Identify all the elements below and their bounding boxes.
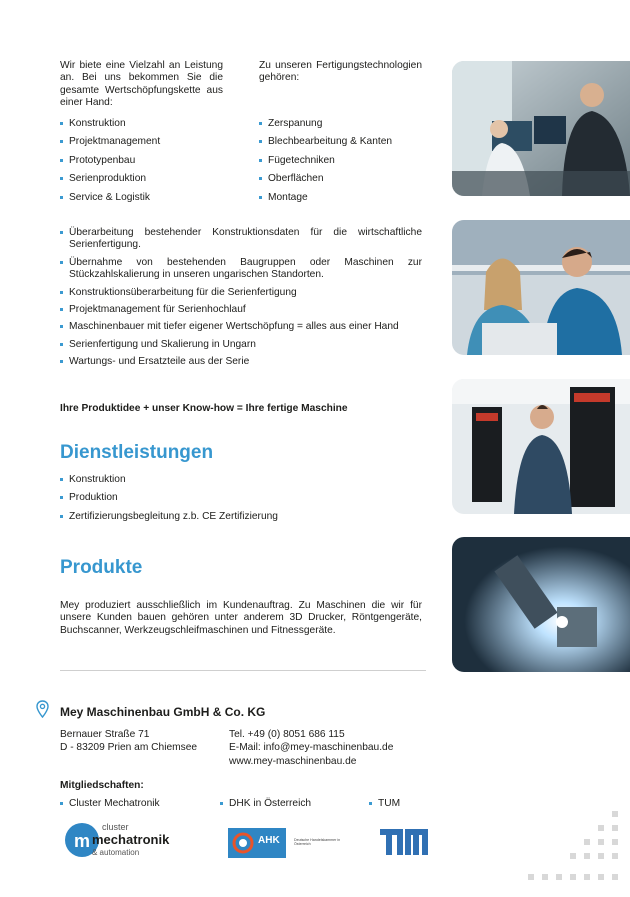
list-item: Konstruktion <box>60 118 235 130</box>
photo-welding <box>452 537 630 672</box>
address-city: D - 83209 Prien am Chiemsee <box>60 742 198 753</box>
list-item: Projektmanagement <box>60 136 235 148</box>
dienstleistungen-list <box>60 474 420 523</box>
list-item: Zerspanung <box>259 118 434 130</box>
produkte-heading: Produkte <box>60 557 143 578</box>
address-street: Bernauer Straße 71 <box>60 729 150 740</box>
divider <box>60 670 426 671</box>
svg-text:m: m <box>74 831 91 851</box>
membership-item-dhk <box>220 798 311 810</box>
phone: Tel. +49 (0) 8051 686 115 <box>229 729 345 740</box>
list-item: Maschinenbauer mit tiefer eigener Wertschöpfung = alles aus einer Hand <box>60 321 422 333</box>
list-item: Blechbearbeitung & Kanten <box>259 136 434 148</box>
list-item: Oberflächen <box>259 173 434 185</box>
list-item: Konstruktion <box>60 474 420 486</box>
membership-item-cluster <box>60 798 160 810</box>
intro-left-list <box>60 118 235 204</box>
list-item: Überarbeitung bestehender Konstruktionsdaten für die wirtschaftliche Serienfertigung. <box>60 227 422 252</box>
list-item: Service & Logistik <box>60 192 235 204</box>
location-pin-icon <box>36 700 49 723</box>
list-item: Projektmanagement für Serienhochlauf <box>60 304 422 316</box>
list-item: Serienproduktion <box>60 173 235 185</box>
list-item: Serienfertigung und Skalierung in Ungarn <box>60 339 422 351</box>
produkte-text: Mey produziert ausschließlich im Kundenauftrag. Zu Maschinen die wir für unsere Kunden bauen gehören unter anderem 3D Drucker, Röntgengeräte, Buchscanner, Werkzeugschleifmaschinen und Fitnessgeräte. <box>60 600 422 636</box>
list-item: Wartungs- und Ersatzteile aus der Serie <box>60 356 422 368</box>
membership-item-tum <box>369 798 400 810</box>
tum-logo <box>380 829 428 855</box>
website[interactable]: www.mey-maschinenbau.de <box>229 756 357 767</box>
list-item: Fügetechniken <box>259 155 434 167</box>
ahk-logo: AHK Deutsche Handelskammer in Österreich <box>228 828 340 858</box>
company-name: Mey Maschinenbau GmbH & Co. KG <box>60 705 266 719</box>
intro-right-text: Zu unseren Fertigungstechnologien gehören: <box>259 60 422 84</box>
memberships-heading: Mitgliedschaften: <box>60 780 144 791</box>
list-item: Zertifizierungsbegleitung z.b. CE Zertifizierung <box>60 511 420 523</box>
intro-left-text: Wir biete eine Vielzahl an Leistung an. Bei uns bekommen Sie die gesamte Wertschöpfungskette aus einer Hand: <box>60 60 223 109</box>
tagline: Ihre Produktidee + unser Know-how = Ihre fertige Maschine <box>60 403 348 414</box>
services-list <box>60 227 422 369</box>
photo-team-portrait <box>452 220 630 355</box>
photo-printers <box>452 379 630 514</box>
intro-right-list <box>259 118 434 204</box>
photo-office-team <box>452 61 630 196</box>
list-item: Prototypenbau <box>60 155 235 167</box>
list-item: Cluster Mechatronik <box>60 798 160 810</box>
list-item: Übernahme von bestehenden Baugruppen oder Maschinen zur Stückzahlskalierung in unseren ungarischen Standorten. <box>60 257 422 282</box>
list-item: Montage <box>259 192 434 204</box>
list-item: TUM <box>369 798 400 810</box>
list-item: Konstruktionsüberarbeitung für die Serienfertigung <box>60 287 422 299</box>
list-item: DHK in Österreich <box>220 798 311 810</box>
dienstleistungen-heading: Dienstleistungen <box>60 442 214 463</box>
email[interactable]: E-Mail: info@mey-maschinenbau.de <box>229 742 394 753</box>
cluster-mechatronik-logo: m cluster mechatronik & automation <box>64 822 184 858</box>
list-item: Produktion <box>60 492 420 504</box>
